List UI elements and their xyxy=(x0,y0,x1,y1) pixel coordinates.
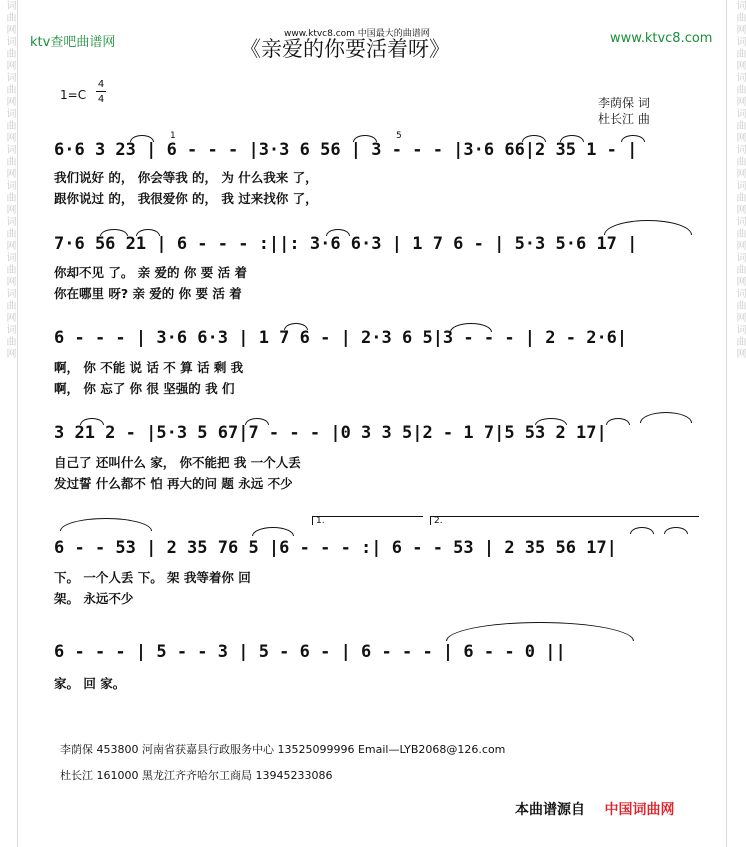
footer-label: 本曲谱源自 xyxy=(515,802,585,818)
slur xyxy=(245,418,269,425)
slur xyxy=(604,220,692,235)
footer-site-link[interactable]: 中国词曲网 xyxy=(604,802,675,818)
time-signature-top: 4 xyxy=(97,79,105,90)
slur xyxy=(560,135,584,142)
volta-1-label: 1. xyxy=(316,516,325,526)
volta-2 xyxy=(430,516,699,525)
volta-2-label: 2. xyxy=(434,516,443,526)
left-border xyxy=(17,0,18,847)
slur xyxy=(60,518,152,531)
slur xyxy=(450,323,492,332)
grace-note-2: 5 xyxy=(396,131,402,141)
slur xyxy=(353,135,377,142)
slur xyxy=(664,527,688,534)
slur xyxy=(630,527,654,534)
score-row-4-lyrics-2: 发过誓 什么都不 怕 再大的问 题 永远 不少 xyxy=(54,476,293,491)
score-row-4-notes: 3 21 2 - |5·3 5 67|7 - - - |0 3 3 5|2 - 1 7|5 53 2 17| xyxy=(54,423,607,443)
score-row-4-lyrics-1: 自己了 还叫什么 家， 你不能把 我 一个人丢 xyxy=(54,455,301,470)
score-row-2-notes: 7·6 56 21 | 6 - - - :||: 3·6 6·3 | 1 7 6 - | 5·3 5·6 17 | xyxy=(54,234,638,254)
volta-1 xyxy=(312,516,423,525)
score-row-2-lyrics-2: 你在哪里 呀? 亲 爱的 你 要 活 着 xyxy=(54,286,242,301)
top-left-site[interactable]: ktv查吧曲谱网 xyxy=(30,35,116,50)
score-row-1-lyrics-2: 跟你说过 的， 我很爱你 的， 我 过来找你 了， xyxy=(54,191,318,206)
key-signature: 1=C xyxy=(60,88,87,102)
right-watermark: 词曲网词曲网词曲网词曲网词曲网词曲网词曲网词曲网词曲网词曲网 xyxy=(734,0,745,360)
slur xyxy=(446,622,634,641)
score-row-6-notes: 6 - - - | 5 - - 3 | 5 - 6 - | 6 - - - | 6 - - 0 || xyxy=(54,642,566,662)
slur xyxy=(535,418,567,425)
slur xyxy=(80,418,104,425)
score-row-3-lyrics-2: 啊， 你 忘了 你 很 坚强的 我 们 xyxy=(54,381,235,396)
time-signature-line xyxy=(96,91,106,92)
score-row-3-notes: 6 - - - | 3·6 6·3 | 1 7 6 - | 2·3 6 5|3 - - - | 2 - 2·6| xyxy=(54,328,628,348)
score-row-1-lyrics-1: 我们说好 的， 你会等我 的， 为 什么我来 了， xyxy=(54,170,318,185)
slur xyxy=(100,229,128,236)
composer: 杜长江 曲 xyxy=(598,112,650,126)
slur xyxy=(522,135,546,142)
slur xyxy=(136,229,160,236)
score-row-1-notes: 6·6 3 23 | 6 - - - |3·3 6 56 | 3 - - - |3·6 66|2 35 1 - | xyxy=(54,140,638,160)
slur xyxy=(326,229,350,236)
slur xyxy=(640,412,692,423)
song-title: 《亲爱的你要活着呀》 xyxy=(240,37,450,61)
lyricist: 李荫保 词 xyxy=(598,96,650,110)
contact-composer: 杜长江 161000 黑龙江齐齐哈尔工商局 13945233086 xyxy=(60,769,333,782)
time-signature-bottom: 4 xyxy=(97,94,105,105)
contact-lyricist: 李荫保 453800 河南省获嘉县行政服务中心 13525099996 Email—LYB2068@126.com xyxy=(60,743,506,756)
slur xyxy=(284,323,308,330)
right-border xyxy=(726,0,727,847)
slur xyxy=(621,135,645,142)
grace-note-1: 1 xyxy=(170,131,176,141)
top-right-site[interactable]: www.ktvc8.com xyxy=(610,31,713,46)
left-watermark: 词曲网词曲网词曲网词曲网词曲网词曲网词曲网词曲网词曲网词曲网 xyxy=(4,0,15,360)
score-row-3-lyrics-1: 啊， 你 不能 说 话 不 算 话 剩 我 xyxy=(54,360,244,375)
score-row-5-lyrics-2: 架。 永远不少 xyxy=(54,591,134,606)
header-small-site: www.ktvc8.com 中国最大的曲谱网 xyxy=(284,29,430,39)
slur xyxy=(606,418,630,425)
slur xyxy=(130,135,154,142)
footer-source xyxy=(515,799,675,819)
score-row-2-lyrics-1: 你却不见 了。 亲 爱的 你 要 活 着 xyxy=(54,265,247,280)
score-row-5-notes: 6 - - 53 | 2 35 76 5 |6 - - - :| 6 - - 53 | 2 35 56 17| xyxy=(54,538,617,558)
score-row-5-lyrics-1: 下。 一个人丢 下。 架 我等着你 回 xyxy=(54,570,251,585)
slur xyxy=(252,527,294,536)
score-row-6-lyrics-1: 家。 回 家。 xyxy=(54,676,126,691)
